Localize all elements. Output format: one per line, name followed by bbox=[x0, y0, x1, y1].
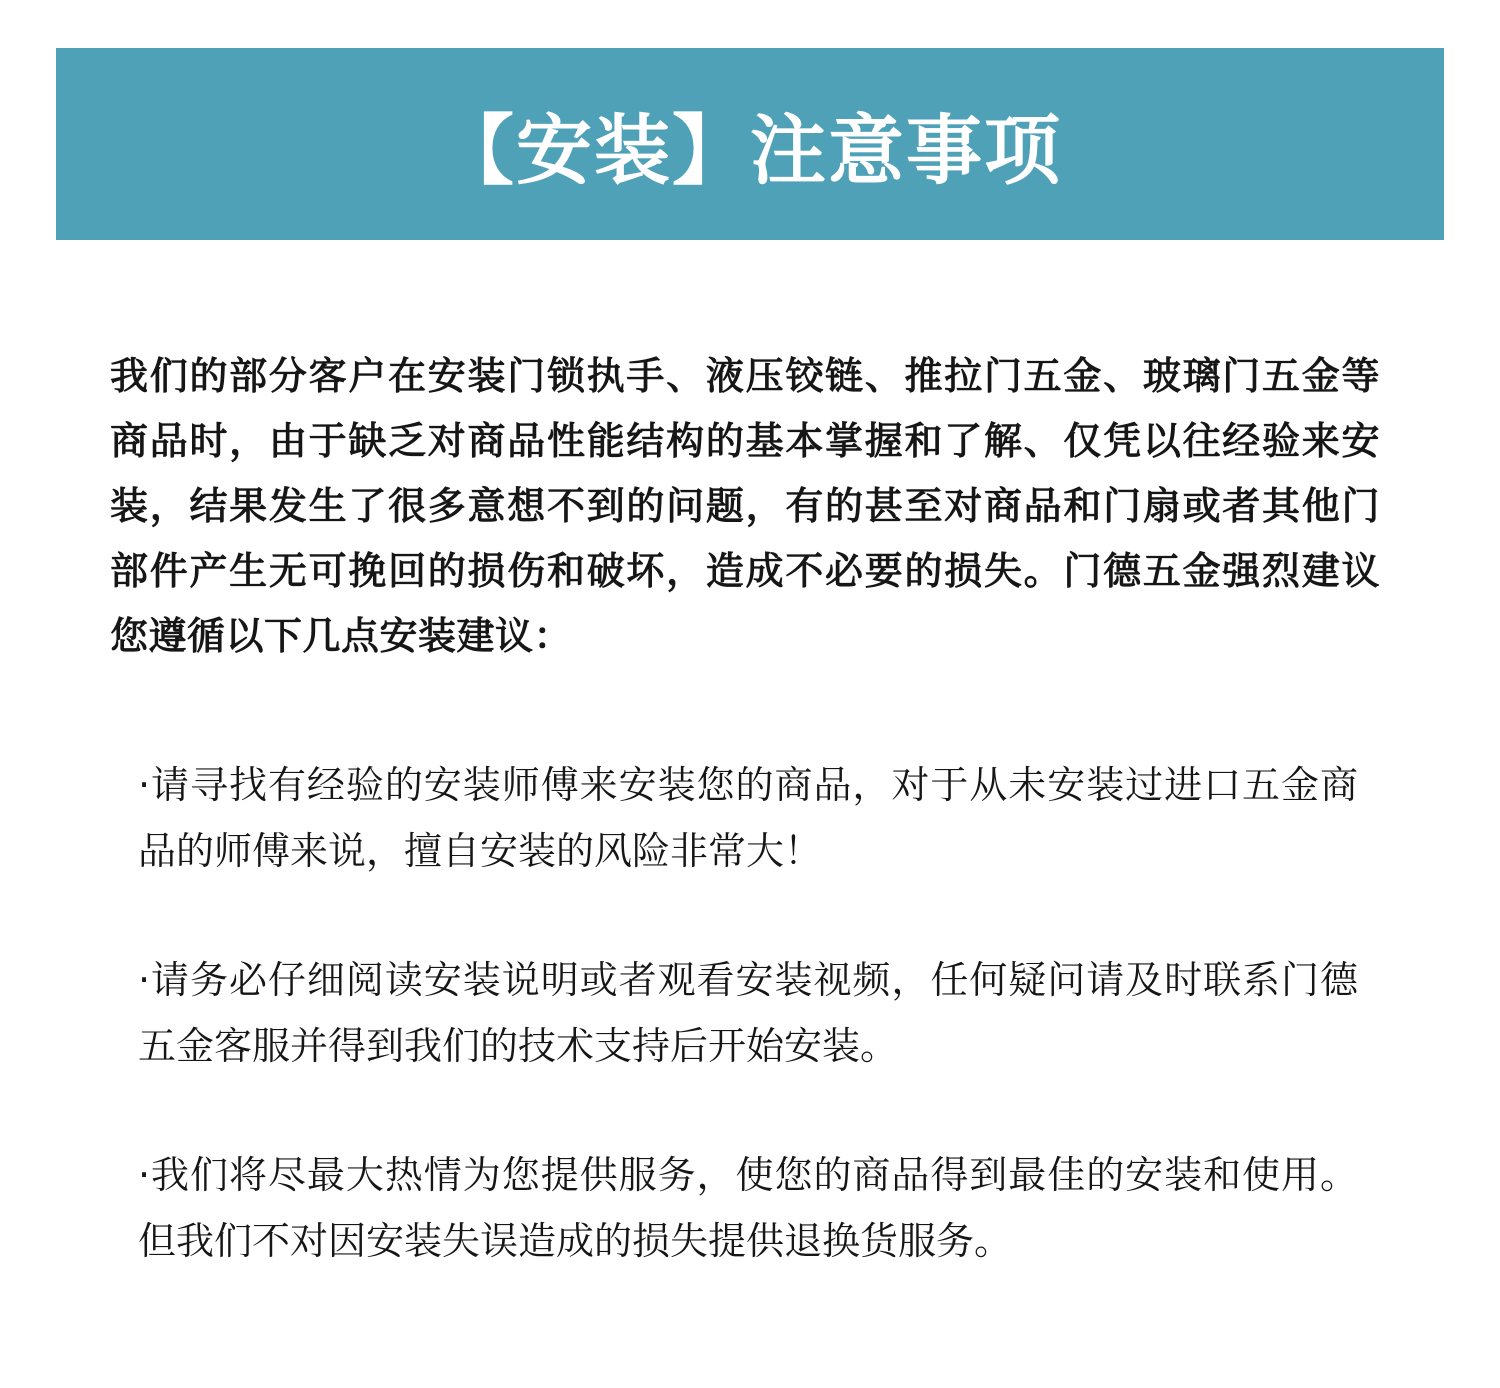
page-title: 【安装】注意事项 bbox=[438, 105, 1062, 195]
title-banner bbox=[56, 48, 1444, 240]
tips-list bbox=[138, 752, 1358, 1274]
tip-item: ·请寻找有经验的安装师傅来安装您的商品，对于从未安装过进口五金商品的师傅来说，擅自安装的风险非常大！ bbox=[138, 763, 1358, 873]
tip-item: ·请务必仔细阅读安装说明或者观看安装视频，任何疑问请及时联系门德五金客服并得到我们的技术支持后开始安装。 bbox=[138, 958, 1358, 1068]
tip-item: ·我们将尽最大热情为您提供服务，使您的商品得到最佳的安装和使用。但我们不对因安装失误造成的损失提供退换货服务。 bbox=[138, 1153, 1358, 1263]
intro-paragraph: 我们的部分客户在安装门锁执手、液压铰链、推拉门五金、玻璃门五金等商品时，由于缺乏对商品性能结构的基本掌握和了解、仅凭以往经验来安装，结果发生了很多意想不到的问题，有的甚至对商品和门扇或者其他门部件产生无可挽回的损伤和破坏，造成不必要的损失。门德五金强烈建议您遵循以下几点安装建议： bbox=[110, 354, 1380, 658]
